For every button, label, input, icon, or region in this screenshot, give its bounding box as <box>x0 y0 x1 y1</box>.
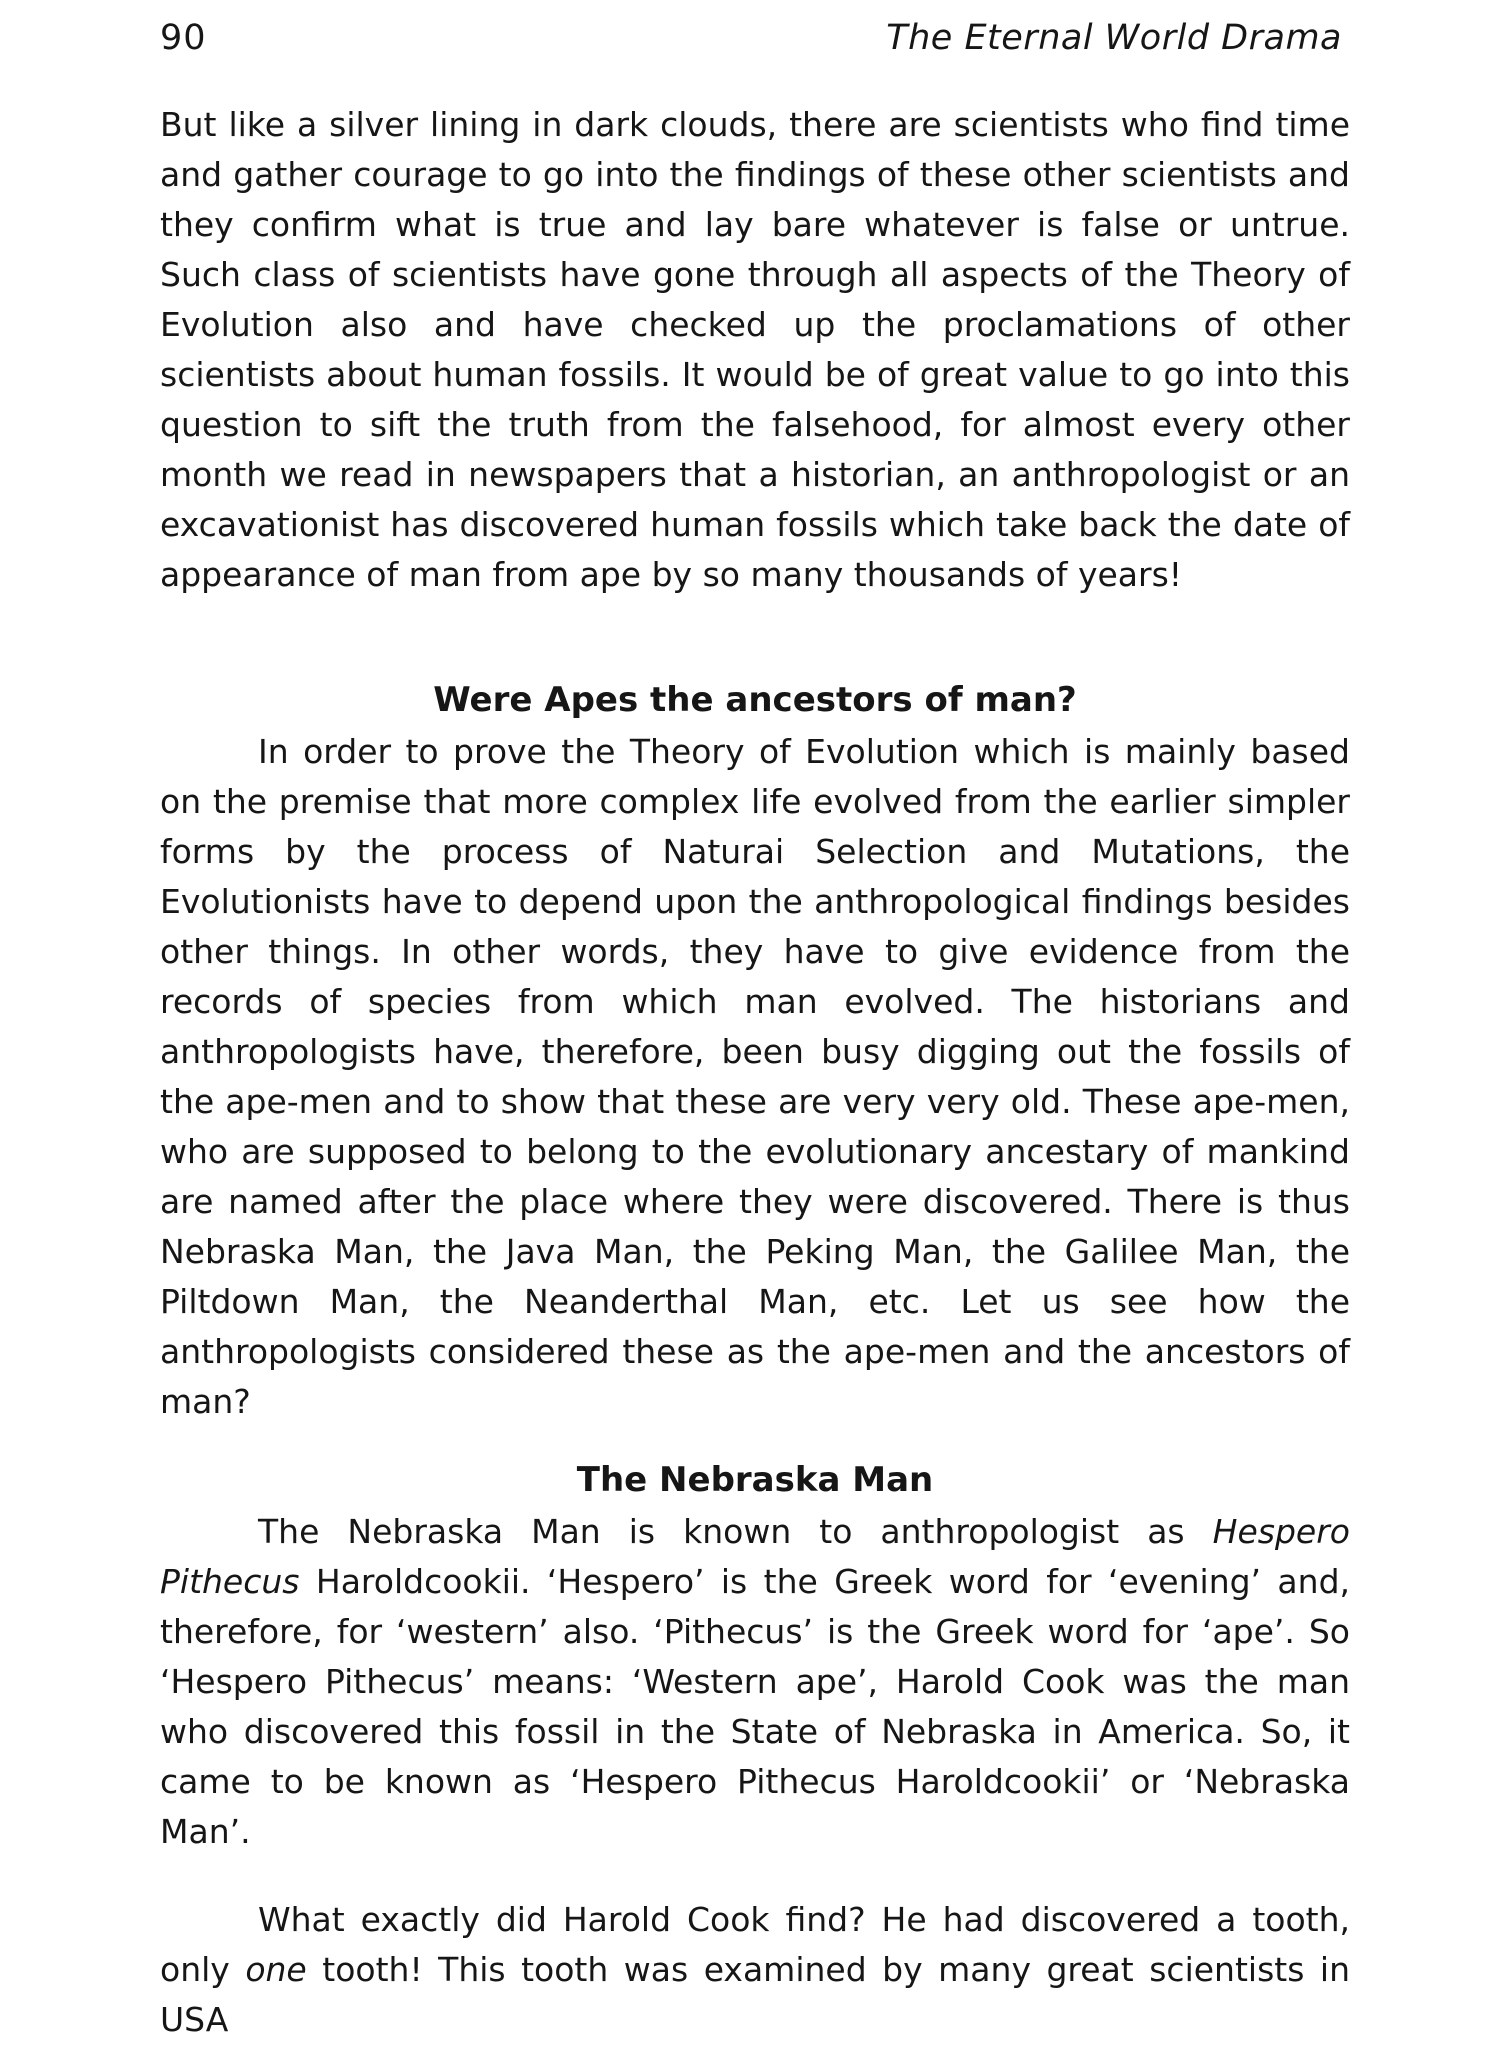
emphasis-one: one <box>245 1950 307 1989</box>
page-number: 90 <box>160 18 207 58</box>
paragraph-harold-cook-tooth <box>160 1895 1350 2045</box>
paragraph-text: What exactly did Harold Cook find? He had discovered a tooth, only <box>160 1900 1350 1989</box>
paragraph-nebraska-man <box>160 1507 1350 1857</box>
section-heading-nebraska-man: The Nebraska Man <box>576 1460 934 1500</box>
paragraph-text: Haroldcookii. ‘Hespero’ is the Greek word for ‘evening’ and, therefore, for ‘western’ also. ‘Pithecus’ is the Greek word for ‘ape’. So ‘Hespero Pithecus’ means: ‘Western ape’, Harold Cook was the man who discovered this fossil in the State of Nebraska in America. So, it came to be known as ‘Hespero Pithecus Haroldcookii’ or ‘Nebraska Man’. <box>160 1562 1351 1851</box>
paragraph-text: tooth! This tooth was examined by many great scientists in USA <box>160 1950 1350 2039</box>
book-page <box>160 0 1351 2039</box>
section-heading-apes: Were Apes the ancestors of man? <box>433 680 1077 720</box>
paragraph-theory-of-evolution: In order to prove the Theory of Evolution which is mainly based on the premise that more complex life evolved from the earlier simpler forms by the process of Naturai Selection and Mutations, the Evolutionists have to depend upon the anthropological findings besides other things. In other words, they have to give evidence from the records of species from which man evolved. The historians and anthropologists have, therefore, been busy digging out the fossils of the ape-men and to show that these are very very old. These ape-men, who are supposed to belong to the evolutionary ancestary of mankind are named after the place where they were discovered. There is thus Nebraska Man, the Java Man, the Peking Man, the Galilee Man, the Piltdown Man, the Neanderthal Man, etc. Let us see how the anthropologists considered these as the ape-men and the ancestors of man? <box>160 732 1350 1421</box>
paragraph-text: The Nebraska Man is known to anthropologist as <box>258 1512 1185 1551</box>
book-title: The Eternal World Drama <box>886 18 1342 58</box>
species-name-italic: Hespero Pithecus <box>160 1512 1350 1601</box>
paragraph-silver-lining: But like a silver lining in dark clouds, there are scientists who find time and gather courage to go into the findings of these other scientists and they confirm what is true and lay bare whatever is false or untrue. Such class of scientists have gone through all aspects of the Theory of Evolution also and have checked up the proclamations of other scientists about human fossils. It would be of great value to go into this question to sift the truth from the falsehood, for almost every other month we read in newspapers that a historian, an anthropologist or an excavationist has discovered human fossils which take back the date of appearance of man from ape by so many thousands of years! <box>160 105 1350 594</box>
running-head <box>160 14 1350 64</box>
